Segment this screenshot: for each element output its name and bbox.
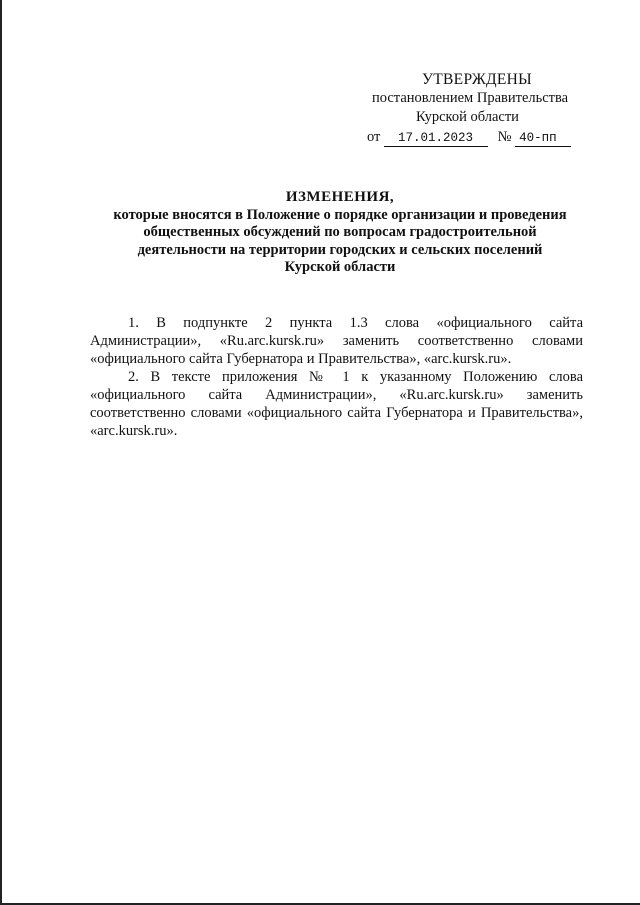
heading-line: которые вносятся в Положение о порядке организации и проведения (113, 206, 567, 223)
heading-line: общественных обсуждений по вопросам градостроительной (143, 224, 537, 240)
heading-line: Курской области (284, 259, 396, 275)
approval-region-line: Курской области (416, 109, 519, 125)
page-border-left (0, 0, 2, 905)
date-prefix: от (367, 129, 381, 145)
approval-date-line (360, 128, 600, 147)
document-heading (90, 189, 590, 277)
heading-title: ИЗМЕНЕНИЯ, (285, 189, 395, 205)
approval-stamp (360, 70, 600, 147)
approval-title: УТВЕРЖДЕНЫ (422, 71, 532, 88)
document-body (90, 314, 583, 440)
heading-line: деятельности на территории городских и сельских поселений (137, 241, 543, 258)
paragraph-2: 2. В тексте приложения № 1 к указанному Положению слова «официального сайта Администрации», «Ru.arc.kursk.ru» заменить соответственно словами «официального сайта Губернатора и Правительства», «arc.kursk.ru». (90, 369, 583, 439)
approval-date: 17.01.2023 (384, 131, 488, 147)
approval-number: 40-пп (515, 131, 571, 147)
paragraph-1: 1. В подпункте 2 пункта 1.3 слова «официального сайта Администрации», «Ru.arc.kursk.ru» заменить соответственно словами «официального сайта Губернатора и Правительства», «arc.kursk.ru». (90, 315, 583, 367)
approval-resolution-line: постановлением Правительства (372, 90, 569, 106)
number-sign: № (497, 129, 512, 145)
